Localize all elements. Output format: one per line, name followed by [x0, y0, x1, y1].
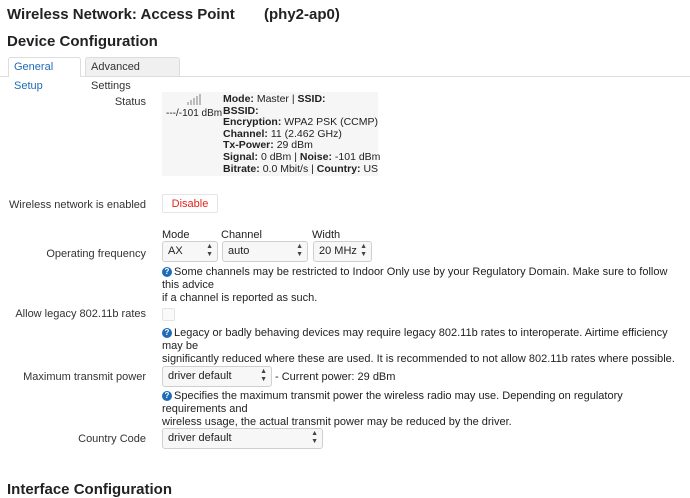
- mode-label: Mode: [162, 229, 190, 241]
- frequency-help-line1: Some channels may be restricted to Indoor Only use by your Regulatory Domain. Make sure to follow this advice: [162, 266, 668, 291]
- channel-value: 11 (2.462 GHz): [270, 127, 342, 140]
- country-code-select[interactable]: [162, 428, 323, 449]
- legacy-rates-checkbox[interactable]: [162, 308, 175, 321]
- noise-value: -101 dBm: [334, 150, 381, 163]
- question-circle-icon: ?: [162, 391, 172, 401]
- txpower-help-line2: wireless usage, the actual transmit power may be reduced by the driver.: [162, 416, 512, 428]
- country-select-value: driver default: [168, 432, 232, 444]
- noise-key: Noise:: [299, 150, 332, 163]
- txpower-select[interactable]: [162, 366, 272, 387]
- mode-select[interactable]: [162, 241, 218, 262]
- txpower-value: 29 dBm: [276, 139, 313, 152]
- bssid-key: BSSID:: [223, 104, 259, 117]
- tab-general-setup[interactable]: General Setup: [8, 57, 81, 77]
- mode-value: Master: [256, 93, 289, 105]
- channel-select[interactable]: [222, 241, 308, 262]
- frequency-help-line2: if a channel is reported as such.: [162, 292, 318, 304]
- ssid-key: SSID:: [297, 93, 326, 105]
- separator: |: [291, 93, 295, 105]
- txpower-help-line1: Specifies the maximum transmit power the wireless radio may use. Depending on regulatory requirements and: [162, 390, 623, 415]
- encryption-key: Encryption:: [223, 116, 282, 129]
- separator: |: [311, 162, 314, 175]
- country-label: Country Code: [78, 433, 146, 445]
- legacy-help-line1: Legacy or badly behaving devices may require legacy 802.11b rates to interoperate. Airtime efficiency may be: [162, 327, 668, 352]
- enabled-label: Wireless network is enabled: [9, 199, 146, 211]
- signal-bars-icon: [187, 95, 201, 105]
- chevron-updown-icon: ▲ ▼: [311, 430, 318, 445]
- chevron-updown-icon: ▲ ▼: [296, 243, 303, 258]
- signal-key: Signal:: [223, 150, 259, 163]
- separator: |: [294, 150, 297, 163]
- width-select[interactable]: [313, 241, 372, 262]
- disable-button[interactable]: Disable: [162, 194, 218, 213]
- width-label: Width: [312, 229, 341, 241]
- tab-advanced-settings[interactable]: Advanced Settings: [85, 57, 180, 76]
- chevron-updown-icon: ▲ ▼: [260, 368, 267, 383]
- signal-strength-text: ---/-101 dBm: [166, 108, 223, 119]
- device-config-title: Device Configuration: [7, 33, 158, 50]
- status-details: [223, 94, 380, 175]
- question-circle-icon: ?: [162, 267, 172, 277]
- channel-select-value: auto: [228, 245, 250, 257]
- encryption-value: WPA2 PSK (CCMP): [284, 116, 378, 129]
- channel-key: Channel:: [223, 127, 268, 140]
- country-key: Country:: [316, 162, 361, 175]
- legacy-help-line2: significantly reduced where these are used. It is recommended to not allow 802.11b rates where possible.: [162, 353, 675, 365]
- question-circle-icon: ?: [162, 328, 172, 338]
- frequency-help: [162, 266, 687, 305]
- bitrate-key: Bitrate:: [223, 162, 260, 175]
- txpower-select-value: driver default: [168, 370, 232, 382]
- country-value: US: [363, 162, 379, 175]
- mode-key: Mode:: [223, 93, 254, 105]
- width-select-value: 20 MHz: [319, 245, 357, 257]
- channel-label: Channel: [221, 229, 262, 241]
- interface-name: (phy2-ap0): [264, 6, 340, 23]
- bitrate-value: 0.0 Mbit/s: [262, 162, 309, 175]
- txpower-key: Tx-Power:: [223, 139, 274, 152]
- status-label: Status: [114, 96, 146, 108]
- interface-config-title: Interface Configuration: [7, 481, 173, 498]
- legacy-label: Allow legacy 802.11b rates: [15, 308, 146, 320]
- txpower-help: [162, 390, 687, 429]
- txpower-label: Maximum transmit power: [23, 371, 146, 383]
- chevron-updown-icon: ▲ ▼: [360, 243, 367, 258]
- tab-bar: [0, 57, 690, 92]
- chevron-updown-icon: ▲ ▼: [206, 243, 213, 258]
- frequency-label: Operating frequency: [46, 248, 146, 260]
- signal-value: 0 dBm: [260, 150, 292, 163]
- current-power-text: - Current power: 29 dBm: [275, 371, 396, 383]
- page-title: Wireless Network: Access Point: [7, 6, 235, 23]
- mode-select-value: AX: [168, 245, 183, 257]
- legacy-help: [162, 327, 687, 366]
